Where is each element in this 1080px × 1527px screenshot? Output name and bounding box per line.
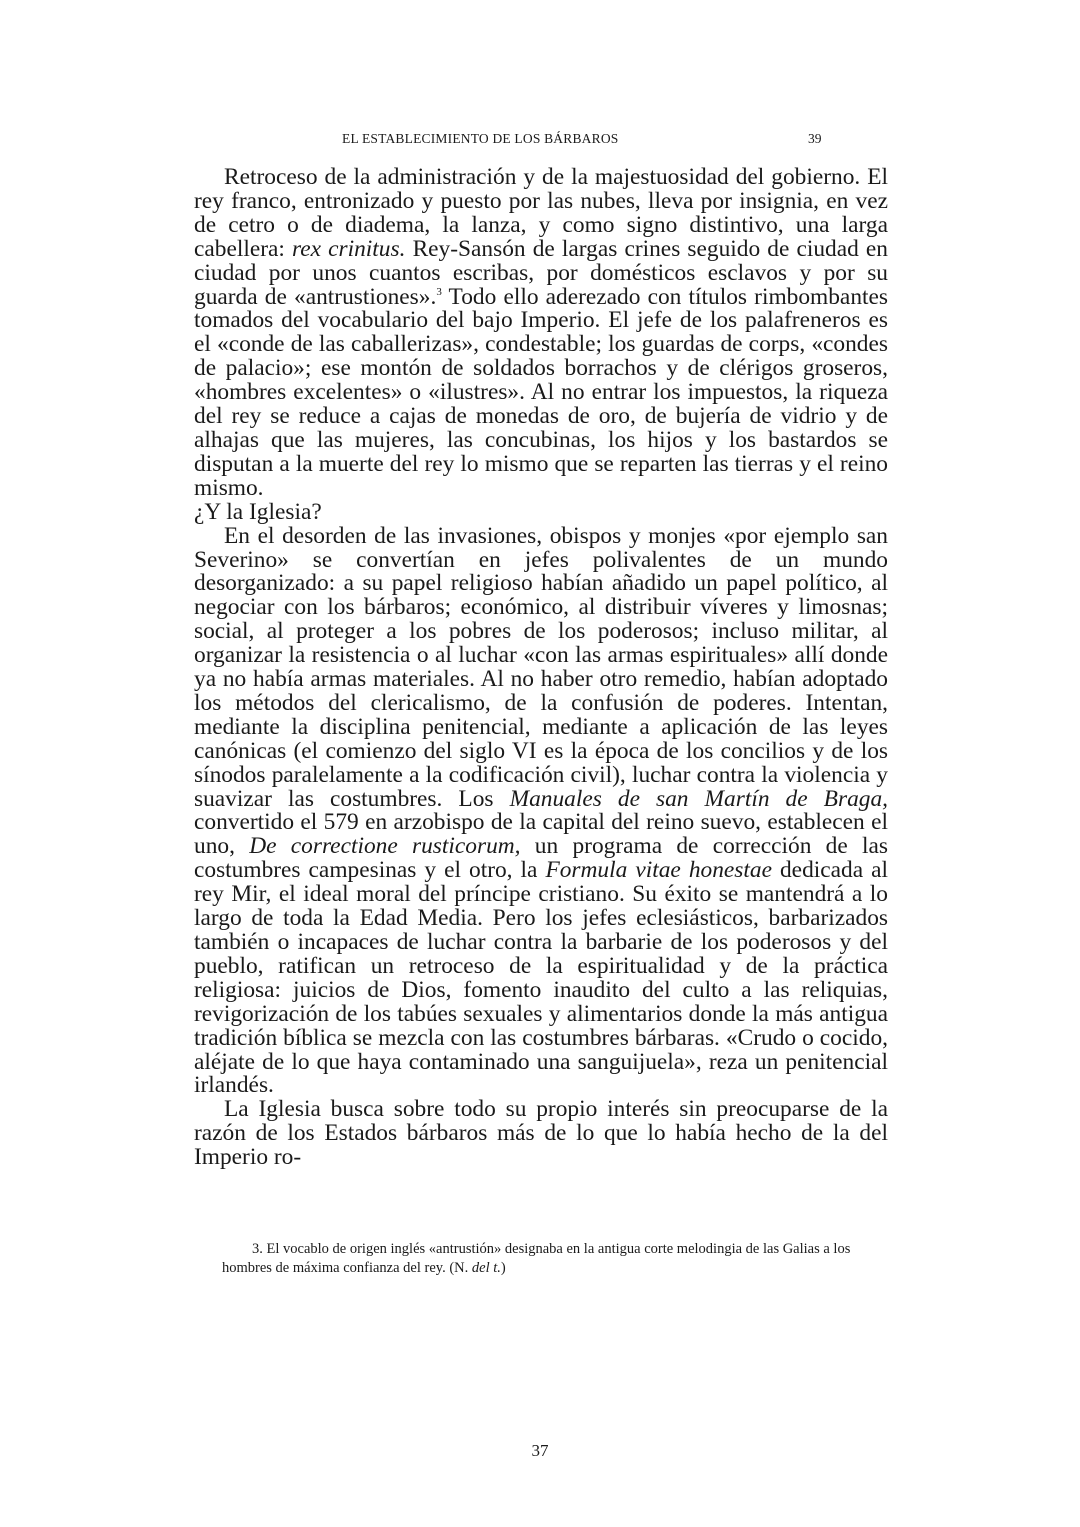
running-head-page-number: 39 [808,131,822,146]
paragraph-3 [194,522,889,1099]
paragraph-2: ¿Y la Iglesia? [194,498,322,525]
paragraph-text: Todo ello aderezado con títulos rimbombantes tomados del vocabulario del bajo Imperio. El jefe de los palafreneros es el «conde de las caballerizas», condestable; los guardas de corps, «condes de palacio»; ese montón de soldados borrachos y de clérigos groseros, «hombres excelentes» o «ilustres». Al no entrar los impuestos, la riqueza del rey se reduce a cajas de monedas de oro, de bujería de vidrio y de alhajas que las mujeres, las concubinas, los hijos y los bastardos se disputan a la muerte del rey lo mismo que se reparten las tierras y el reino mismo. [194,283,888,501]
italic-title: Manuales de san Martín de Braga, [509,785,889,812]
italic-title: Formula vitae honestae [545,857,772,884]
footnote-italic: del t. [471,1260,501,1276]
running-head-title: EL ESTABLECIMIENTO DE LOS BÁRBAROS [342,131,619,146]
footnote-close: ) [500,1260,506,1276]
footnote-reference: 3 [436,285,442,298]
footnote-body: 3. El vocablo de origen inglés «antrustión» designaba en la antigua corte melodingia de las Galias a los hombres de máxima confianza del rey. (N. [222,1241,851,1276]
paragraph-1 [194,166,888,501]
footnote-text [222,1240,862,1278]
paragraph-text: Rey-Sansón de largas crines seguido de ciudad en ciudad por unos cuantos escribas, por domésticos esclavos y por su guarda de «antrustiones». [194,235,889,310]
paragraph-text: dedicada al rey Mir, el ideal moral del príncipe cristiano. Su éxito se mantendrá a lo largo de toda la Edad Media. Pero los jefes eclesiásticos, barbarizados también o incapaces de luchar contra la barbarie de los poderosos y del pueblo, ratifican un retroceso de la espiritualidad y de la práctica religiosa: juicios de Dios, fomento inaudito del culto a las reliquias, revigorización de los tabúes sexuales y alimentarios donde la más antigua tradición bíblica se mezcla con las costumbres bárbaras. «Crudo o cocido, aléjate de lo que haya contaminado una sanguijuela», reza un penitencial irlandés. [194,857,888,1099]
paragraph-text: convertido el 579 en arzobispo de la capital del reino suevo, establecen el uno, [194,809,888,860]
paragraph-text: Retroceso de la administración y de la majestuosidad del gobierno. El rey franco, entronizado y puesto por las nubes, lleva por insignia, en vez de cetro o de diadema, la lanza, y como signo distintivo, una larga cabellera: [194,164,888,262]
italic-title: De correctione rusticorum, [249,833,521,860]
running-head [0,131,1080,151]
italic-phrase: rex crinitus. [292,235,406,262]
folio-page-number: 37 [531,1441,549,1460]
body-text [194,166,888,1170]
paragraph-text: En el desorden de las invasiones, obispos y monjes «por ejemplo san Severino» se convertían en jefes polivalentes de un mundo desorganizado: a su papel religioso habían añadido un papel político, al negociar con los bárbaros; económico, al distribuir víveres y limosnas; social, al proteger a los pobres de los poderosos; incluso militar, al organizar la resistencia o al luchar «con las armas espirituales» allí donde ya no había armas materiales. Al no haber otro remedio, habían adoptado los métodos del clericalismo, de la confusión de poderes. Intentan, mediante la disciplina penitencial, mediante a aplicación de las leyes canónicas (el comienzo del siglo VI es la época de los concilios y de los sínodos paralelamente a la codificación civil), luchar contra la violencia y suavizar las costumbres. Los [194,522,888,812]
footnote [222,1240,862,1278]
paragraph-4: La Iglesia busca sobre todo su propio interés sin preocuparse de la razón de los Estados bárbaros más de lo que lo había hecho de la del Imperio ro- [194,1096,888,1171]
paragraph-text: un programa de corrección de las costumbres campesinas y el otro, la [194,833,889,884]
